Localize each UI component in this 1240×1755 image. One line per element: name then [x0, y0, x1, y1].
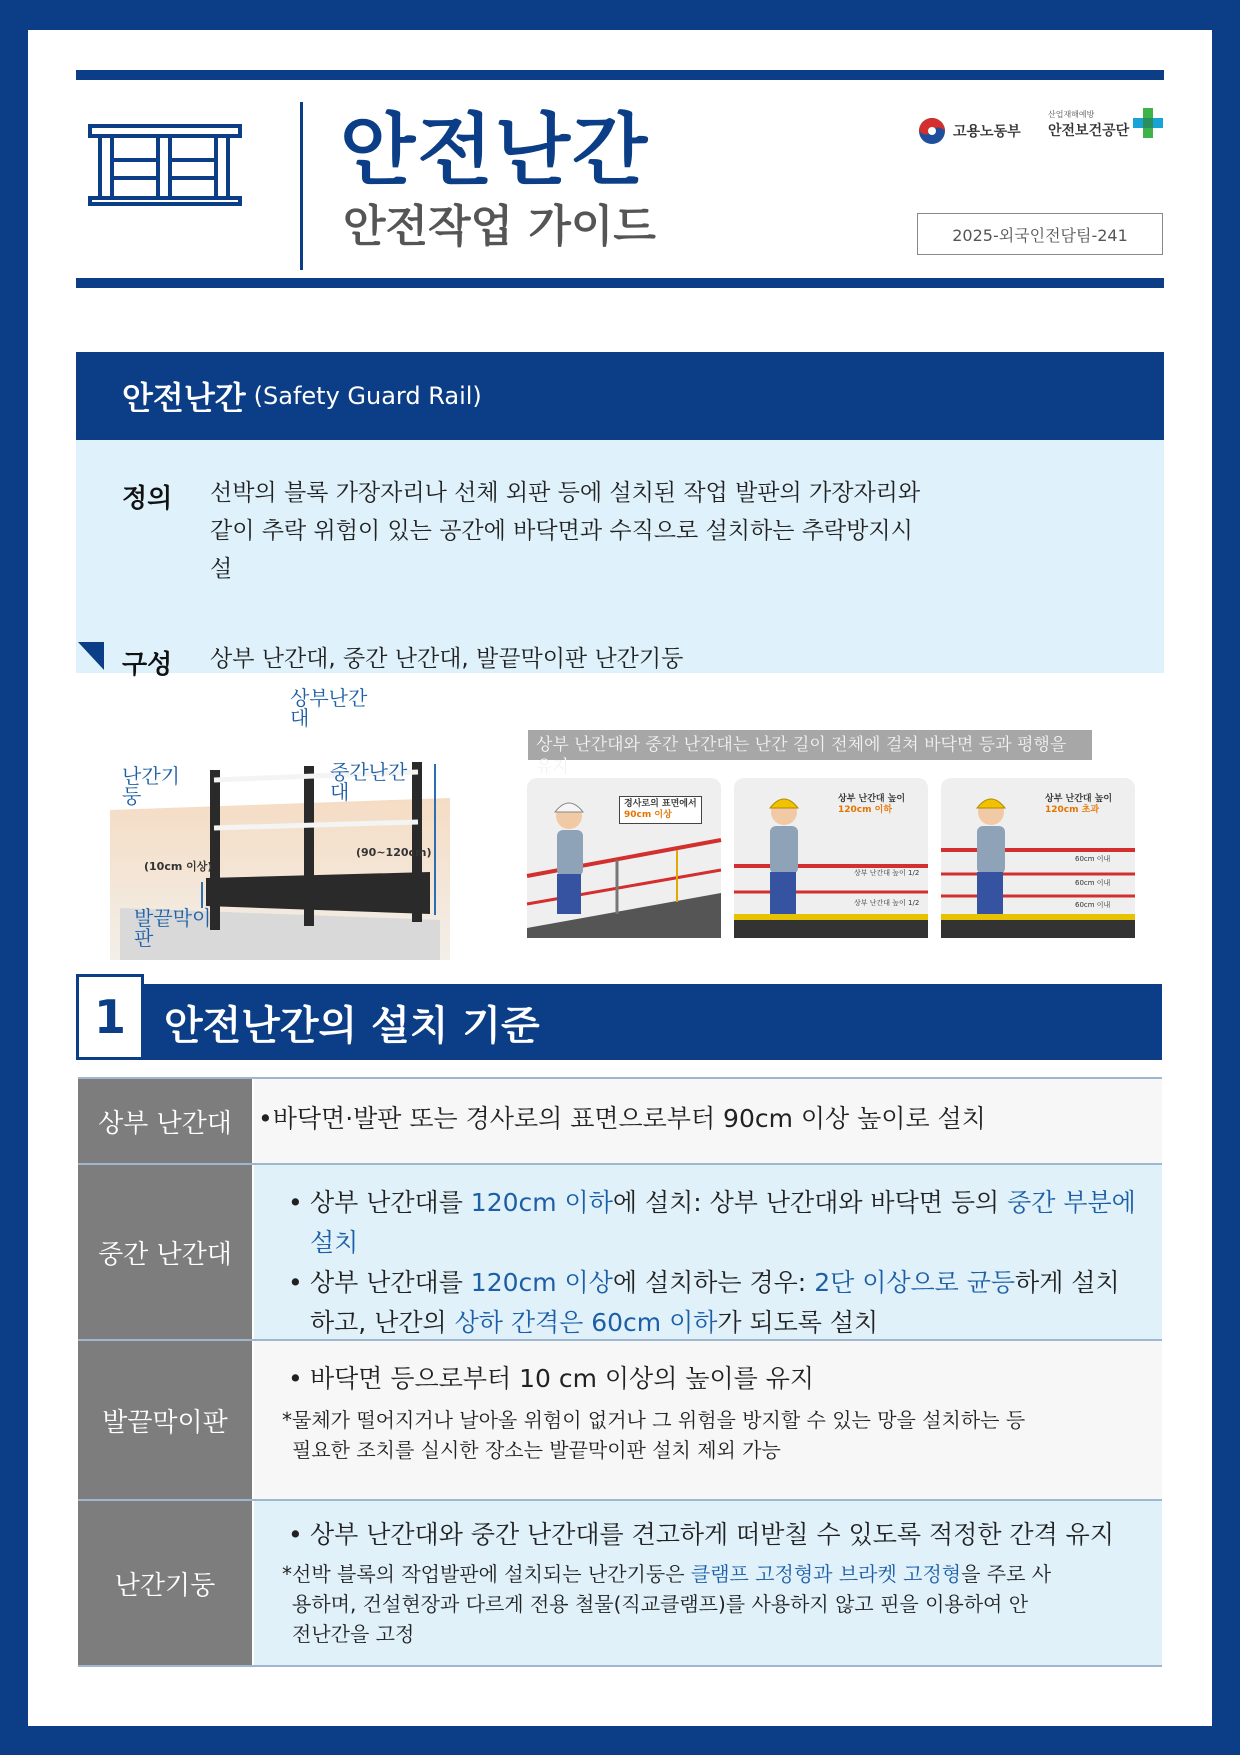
page	[28, 30, 1212, 1726]
bullet-list	[284, 1515, 1170, 1555]
section1-header	[76, 984, 1162, 1060]
note-text	[282, 1559, 1051, 1649]
composition-label: 구성	[122, 650, 173, 680]
panel3-title: 상부 난간대 높이	[1045, 794, 1113, 804]
highlight-run: 120cm 이하	[470, 1188, 613, 1217]
text-run: 상부 난간대를	[310, 1268, 471, 1297]
highlight-run: 중간 부분에 설치	[310, 1188, 1136, 1257]
definition-label: 정의	[122, 484, 173, 514]
label-mid-rail-line: 대	[330, 780, 350, 804]
row-cell	[254, 1079, 1162, 1163]
header-divider	[300, 102, 303, 270]
definition-line: 같이 추락 위험이 있는 공간에 바닥면과 수직으로 설치하는 추락방지시	[210, 518, 913, 544]
panel3-mark2: 60cm 이내	[1075, 879, 1111, 887]
text-run: *선박 블록의 작업발판에 설치되는 난간기둥은	[282, 1562, 691, 1586]
panel2-value: 120cm 이하	[838, 805, 893, 815]
label-top-rail	[290, 688, 367, 728]
table-row	[78, 1079, 1162, 1165]
header-top-rule	[76, 70, 1164, 80]
bullet-dot: •	[258, 1104, 273, 1133]
text-run: 을 주로 사	[961, 1562, 1052, 1586]
note-line: 용하며, 건설현장과 다르게 전용 철물(직교클램프)를 사용하지 않고 핀을 이용하여 안	[292, 1592, 1029, 1616]
section1-number: 1	[76, 974, 144, 1060]
label-10cm: (10cm 이상)	[144, 860, 213, 873]
text-run: 상부 난간대를	[310, 1188, 471, 1217]
panel1-callout	[619, 796, 702, 824]
agency-tagline: 산업재해예방	[1048, 110, 1095, 119]
panel1-value: 90cm 이상	[624, 810, 672, 820]
row-cell	[254, 1501, 1162, 1665]
standards-table	[78, 1077, 1162, 1701]
label-top-rail-line: 대	[290, 706, 310, 730]
illustration-caption: 상부 난간대와 중간 난간대는 난간 길이 전체에 걸쳐 바닥면 등과 평행을 유지	[528, 730, 1092, 760]
illustration-over-120	[941, 778, 1135, 938]
page-subtitle: 안전작업 가이드	[343, 201, 656, 252]
text-run: 에 설치하는 경우:	[612, 1268, 815, 1297]
intro-title: 안전난간	[122, 379, 246, 417]
table-row	[78, 1341, 1162, 1501]
bullet-item	[258, 1099, 986, 1139]
row-cell	[254, 1165, 1162, 1339]
definition-text	[210, 474, 1070, 588]
highlight-run: 클램프 고정형과 브라켓 고정형	[690, 1562, 962, 1586]
bullet-item: • 바닥면 등으로부터 10 cm 이상의 높이를 유지	[310, 1359, 1140, 1399]
label-toeboard-line: 발끝막이	[134, 906, 212, 930]
ministry-name: 고용노동부	[953, 124, 1021, 140]
ministry-emblem-icon	[917, 116, 947, 146]
label-90-120cm: (90~120cm)	[356, 846, 432, 859]
label-top-rail-line: 상부난간	[290, 686, 368, 710]
panel1-title: 경사로의 표면에서	[624, 799, 697, 809]
bullet-item: • 상부 난간대와 중간 난간대를 견고하게 떠받칠 수 있도록 적정한 간격 유지	[310, 1515, 1170, 1555]
header-bottom-rule	[76, 278, 1164, 288]
row-head: 중간 난간대	[78, 1165, 252, 1339]
intro-header	[76, 352, 1164, 440]
page-title: 안전난간	[340, 106, 650, 196]
note-text	[282, 1405, 1025, 1465]
ministry-logo	[917, 116, 1021, 146]
section1-title: 안전난간의 설치 기준	[164, 1002, 540, 1049]
panel2-callout	[838, 794, 905, 816]
agency-name: 안전보건공단	[1048, 123, 1130, 139]
text-run: 하고, 난간의	[310, 1308, 455, 1337]
table-row	[78, 1165, 1162, 1341]
label-toeboard	[134, 908, 211, 948]
definition-line: 선박의 블록 가장자리나 선체 외판 등에 설치된 작업 발판의 가장자리와	[210, 480, 921, 506]
illustration-upto-120	[734, 778, 928, 938]
row-head: 난간기둥	[78, 1501, 252, 1665]
label-mid-rail-line: 중간난간	[330, 760, 408, 784]
panel2-mark2: 상부 난간대 높이 1/2	[854, 899, 920, 907]
text-run: 가 되도록 설치	[717, 1308, 879, 1337]
agency-cross-icon	[1131, 106, 1165, 140]
guardrail-logo-icon	[86, 120, 246, 210]
corner-triangle-icon	[78, 642, 104, 670]
illustration-slope	[527, 778, 721, 938]
panel3-value: 120cm 초과	[1045, 805, 1100, 815]
bullet-list	[284, 1183, 1140, 1343]
label-post-line: 둥	[122, 784, 142, 808]
label-post-line: 난간기	[122, 764, 180, 788]
agency-logo	[1048, 106, 1165, 140]
text-run: 하게 설치	[1015, 1268, 1120, 1297]
row-cell	[254, 1341, 1162, 1499]
label-mid-rail	[330, 762, 407, 802]
panel3-mark3: 60cm 이내	[1075, 901, 1111, 909]
row-head: 발끝막이판	[78, 1341, 252, 1499]
note-line: 필요한 조치를 실시한 장소는 발끝막이판 설치 제외 가능	[292, 1438, 781, 1462]
panel2-title: 상부 난간대 높이	[838, 794, 906, 804]
bullet-list	[284, 1359, 1140, 1399]
composition-text: 상부 난간대, 중간 난간대, 발끝막이판 난간기둥	[210, 646, 684, 672]
bullet-item	[310, 1183, 1140, 1263]
intro-title-en: (Safety Guard Rail)	[253, 382, 482, 410]
highlight-run: 2단 이상으로 균등	[814, 1268, 1016, 1297]
highlight-run: 120cm 이상	[470, 1268, 613, 1297]
panel2-mark1: 상부 난간대 높이 1/2	[854, 869, 920, 877]
document-code: 2025-외국인전담팀-241	[917, 213, 1163, 255]
label-toeboard-line: 판	[134, 926, 154, 950]
bullet-item	[310, 1263, 1140, 1343]
label-post	[122, 766, 180, 806]
definition-line: 설	[210, 556, 233, 582]
row-head: 상부 난간대	[78, 1079, 252, 1163]
panel3-callout	[1045, 794, 1112, 816]
highlight-run: 상하 간격은 60cm 이하	[454, 1308, 718, 1337]
table-row	[78, 1501, 1162, 1667]
panel3-mark1: 60cm 이내	[1075, 855, 1111, 863]
note-line: 전난간을 고정	[292, 1622, 415, 1646]
bullet-text: 바닥면·발판 또는 경사로의 표면으로부터 90cm 이상 높이로 설치	[272, 1104, 986, 1133]
text-run: 에 설치: 상부 난간대와 바닥면 등의	[612, 1188, 1008, 1217]
note-line	[282, 1559, 1051, 1589]
note-line: *물체가 떨어지거나 날아올 위험이 없거나 그 위험을 방지할 수 있는 망을 설치하는 등	[282, 1408, 1026, 1432]
